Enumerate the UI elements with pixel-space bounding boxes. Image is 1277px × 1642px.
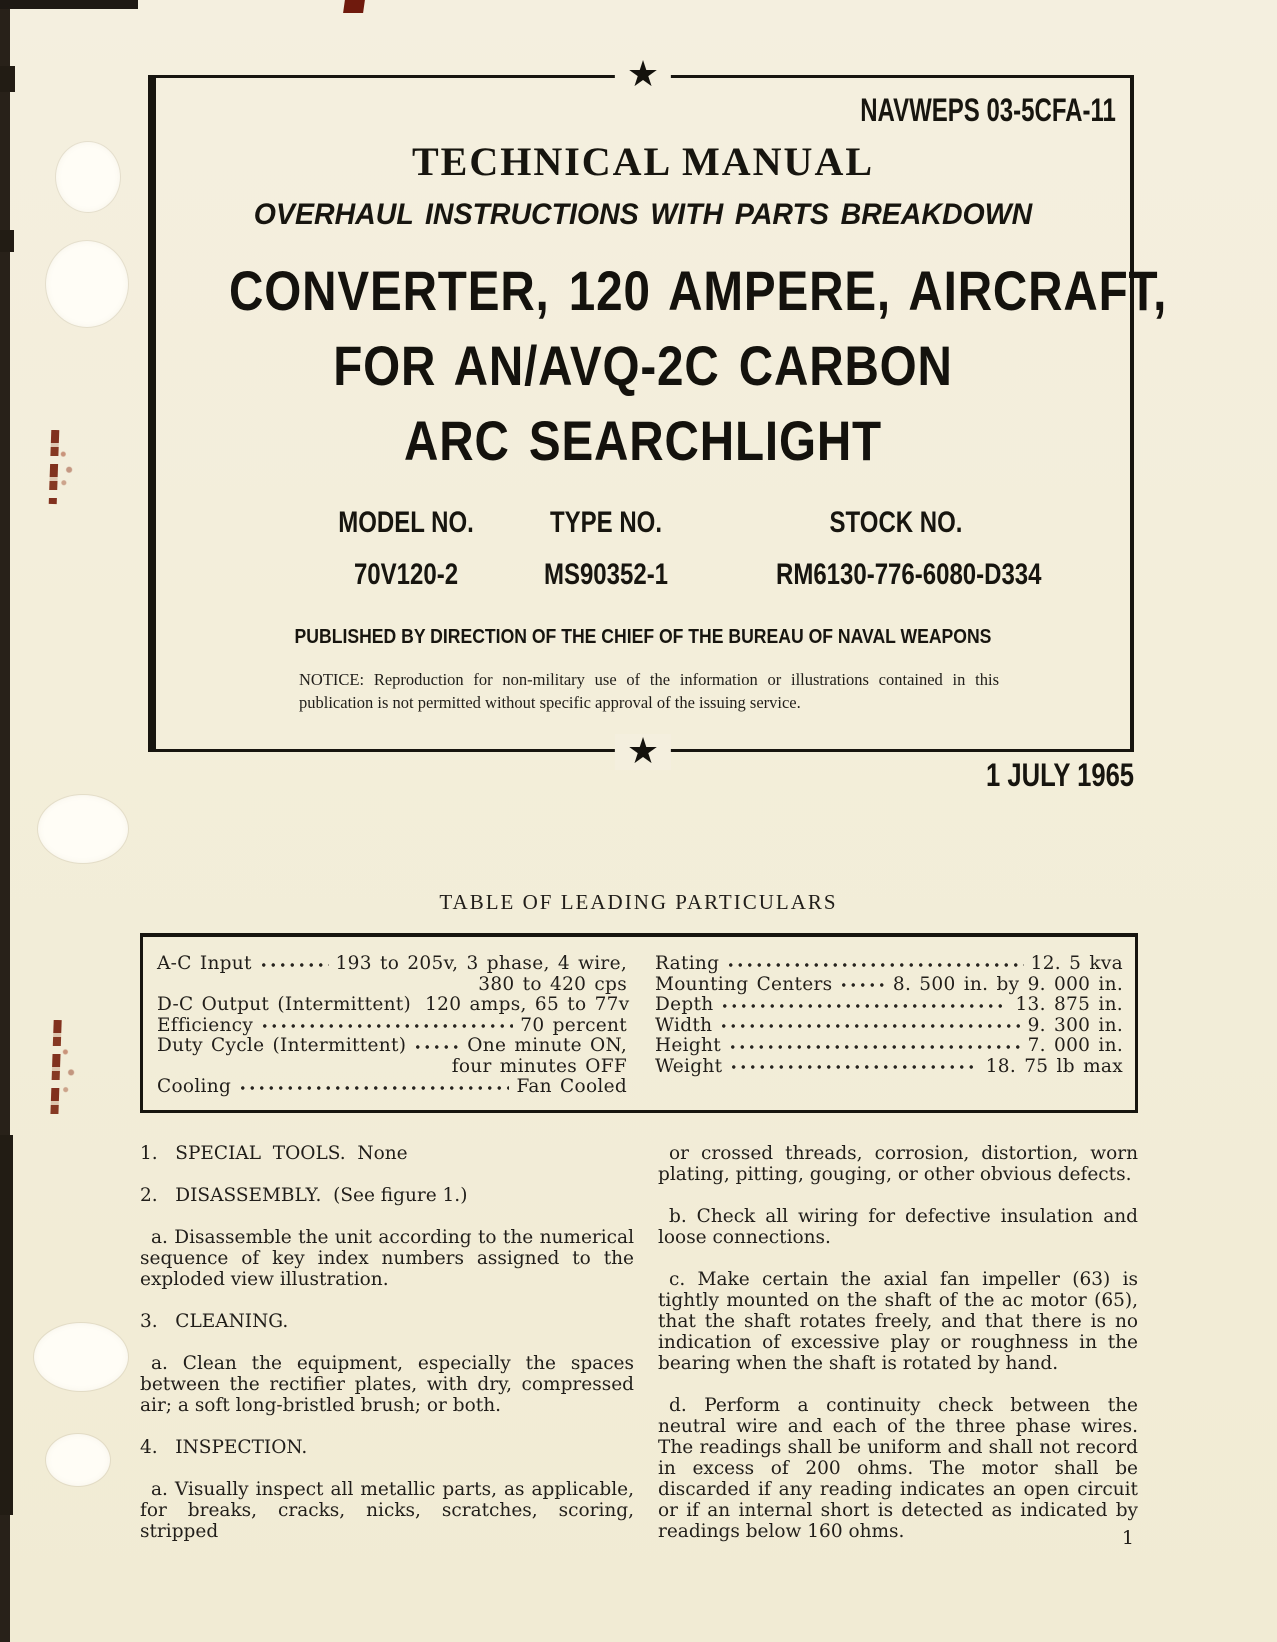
particulars-value: 12. 5 kva	[1030, 953, 1123, 974]
particulars-label: Width	[655, 1014, 713, 1036]
dot-leader	[839, 979, 885, 991]
particulars-label: D-C Output (Intermittent)	[157, 994, 412, 1015]
punch-hole	[56, 142, 120, 212]
body-paragraph: c. Make certain the axial fan impeller (63) is tightly mounted on the shaft of the ac motor (65), that the shaft rotates freely, and that there is no indication of excessive play or roughness in the bearing when the shaft is rotated by hand.	[658, 1269, 1138, 1374]
type-number-label: TYPE NO.	[549, 506, 663, 539]
type-number-column	[516, 506, 696, 592]
punch-hole	[34, 1323, 128, 1391]
punch-hole	[46, 241, 128, 327]
particulars-label: Efficiency	[157, 1014, 254, 1036]
particulars-row	[655, 1057, 1123, 1078]
title-box	[148, 54, 1168, 772]
particulars-label: Cooling	[157, 1076, 232, 1097]
issue-date: 1 JULY 1965	[985, 757, 1134, 793]
particulars-row-continuation	[157, 975, 627, 996]
particulars-right-column	[655, 954, 1123, 1102]
particulars-row	[655, 1016, 1123, 1037]
dot-leader	[413, 1040, 460, 1052]
punch-hole	[38, 795, 128, 863]
section-heading: 2. DISASSEMBLY. (See figure 1.)	[140, 1185, 468, 1206]
doc-number: NAVWEPS 03-5CFA-11	[860, 92, 1116, 128]
stock-number-column	[746, 506, 1046, 592]
body-paragraph: b. Check all wiring for defective insulation and loose connections.	[658, 1206, 1138, 1248]
body-paragraph: a. Disassemble the unit according to the numerical sequence of key index numbers assigned to the exploded view illustration.	[140, 1227, 634, 1290]
scan-edge-nub	[0, 230, 14, 252]
punch-hole	[46, 1434, 110, 1486]
particulars-value: 13. 875 in.	[1015, 994, 1123, 1015]
particulars-value: 380 to 420 cps	[478, 973, 627, 995]
particulars-label: A-C Input	[157, 953, 252, 974]
body-paragraph: a. Clean the equipment, especially the spaces between the rectifier plates, with dry, compressed air; a soft long-bristled brush; or both.	[140, 1353, 634, 1416]
equipment-title-line: ARC SEARCHLIGHT	[404, 409, 882, 472]
scan-edge-nub	[0, 66, 15, 92]
binding-ink-mark	[50, 1020, 61, 1118]
model-number-column	[306, 506, 506, 592]
particulars-label: Height	[655, 1035, 721, 1056]
manual-subtitle: OVERHAUL INSTRUCTIONS WITH PARTS BREAKDOWN	[253, 198, 1033, 231]
red-stamp-mark	[343, 0, 365, 13]
body-paragraph: a. Visually inspect all metallic parts, as applicable, for breaks, cracks, nicks, scratches, scoring, stripped	[140, 1479, 634, 1542]
star-icon: ★	[615, 734, 671, 770]
particulars-row	[157, 954, 627, 975]
section-heading: 4. INSPECTION.	[140, 1437, 308, 1458]
particulars-value: Fan Cooled	[516, 1076, 627, 1097]
dot-leader	[260, 1020, 513, 1032]
scan-corner	[0, 0, 138, 9]
dot-leader	[719, 1020, 1020, 1032]
manual-type-title: TECHNICAL MANUAL	[411, 139, 875, 184]
particulars-value: 8. 500 in. by 9. 000 in.	[892, 973, 1123, 995]
published-by-line: PUBLISHED BY DIRECTION OF THE CHIEF OF THE BUREAU OF NAVAL WEAPONS	[294, 626, 992, 648]
particulars-row	[157, 1077, 627, 1098]
page-number: 1	[1121, 1527, 1134, 1549]
particulars-table	[140, 933, 1138, 1113]
particulars-value: 7. 000 in.	[1027, 1035, 1123, 1056]
particulars-value: four minutes OFF	[451, 1055, 627, 1077]
body-left-column	[140, 1143, 634, 1563]
body-paragraph: or crossed threads, corrosion, distortion, worn plating, pitting, gouging, or other obvious defects.	[658, 1143, 1138, 1185]
particulars-value: 9. 300 in.	[1027, 1014, 1123, 1036]
dot-leader	[726, 958, 1023, 970]
model-number-label: MODEL NO.	[338, 506, 474, 539]
star-icon: ★	[615, 57, 671, 93]
dot-leader	[728, 1040, 1021, 1052]
particulars-value: 193 to 205v, 3 phase, 4 wire,	[335, 953, 627, 974]
particulars-row	[655, 954, 1123, 975]
particulars-value: 70 percent	[520, 1014, 627, 1036]
notice-paragraph: NOTICE: Reproduction for non-military use of the information or illustrations contained in this publication is not permitted without specific approval of the issuing service.	[299, 670, 999, 712]
equipment-title-line: FOR AN/AVQ-2C CARBON	[333, 334, 953, 397]
particulars-label: Mounting Centers	[655, 973, 833, 995]
model-number-value: 70V120-2	[353, 558, 459, 591]
type-number-value: MS90352-1	[543, 558, 669, 591]
particulars-value: One minute ON,	[467, 1035, 627, 1056]
particulars-left-column	[157, 953, 630, 1102]
particulars-table-title: TABLE OF LEADING PARTICULARS	[439, 890, 838, 914]
scan-edge-nub	[0, 1135, 13, 1515]
stock-number-value: RM6130-776-6080-D334	[776, 558, 1042, 591]
particulars-row	[655, 995, 1123, 1016]
particulars-label: Depth	[655, 994, 714, 1015]
particulars-row	[655, 1036, 1123, 1057]
dot-leader	[729, 1061, 978, 1073]
particulars-label: Weight	[655, 1055, 723, 1077]
dot-leader	[238, 1081, 509, 1093]
particulars-row	[655, 975, 1123, 996]
particulars-value: 120 amps, 65 to 77v	[425, 994, 630, 1015]
dot-leader	[259, 958, 329, 970]
particulars-row	[157, 994, 630, 1016]
particulars-value: 18. 75 lb max	[985, 1055, 1123, 1077]
section-heading: 3. CLEANING.	[140, 1311, 289, 1332]
stock-number-label: STOCK NO.	[829, 506, 963, 539]
binding-ink-mark	[49, 430, 60, 504]
section-heading: 1. SPECIAL TOOLS. None	[140, 1143, 408, 1164]
particulars-label: Duty Cycle (Intermittent)	[157, 1035, 407, 1056]
dot-leader	[720, 999, 1008, 1011]
particulars-row	[157, 1036, 627, 1057]
body-paragraph: d. Perform a continuity check between the neutral wire and each of the three phase wires. The readings shall be uniform and shall not record in excess of 200 ohms. The motor shall be discarded if any reading indicates an open circuit or if an internal short is detected as indicated by readings below 160 ohms.	[658, 1395, 1138, 1542]
particulars-label: Rating	[655, 953, 720, 974]
particulars-row	[157, 1016, 627, 1037]
equipment-title	[156, 253, 1168, 478]
particulars-row-continuation	[157, 1057, 627, 1078]
equipment-title-line: CONVERTER, 120 AMPERE, AIRCRAFT,	[229, 259, 1168, 322]
body-right-column	[658, 1143, 1138, 1563]
